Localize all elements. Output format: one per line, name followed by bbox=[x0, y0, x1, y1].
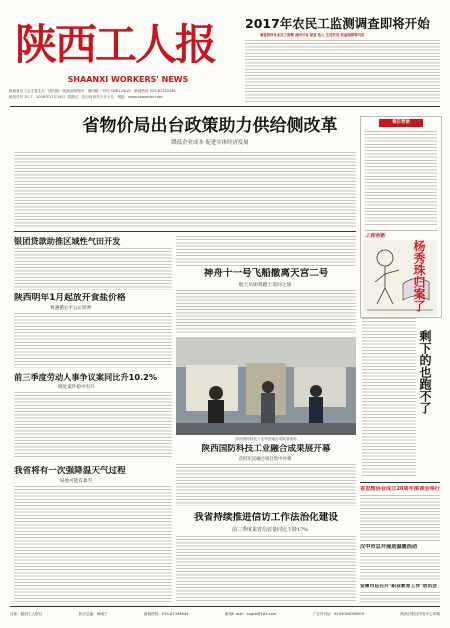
story-title-6: 我省将有一次强降温天气过程 bbox=[14, 466, 126, 476]
publisher: 陕西省总工会主管主办 bbox=[9, 89, 45, 93]
lead-divider bbox=[14, 231, 356, 232]
story-title-1: 银团贷款助推区域性气田开发 bbox=[14, 236, 121, 246]
postal-code: 邮发代号 51-7 bbox=[9, 95, 33, 99]
nav-box-divider bbox=[365, 230, 437, 231]
story-title-3: 陕西明年1月起放开食盐价格 bbox=[14, 293, 126, 303]
footer-hotline: 新闻热线：029-87344844 bbox=[144, 612, 189, 616]
story-title-7: 我省持续推进信访工作法治化建设 bbox=[194, 512, 338, 523]
story-body-3 bbox=[14, 313, 172, 368]
nav-box-title: 每日导读 bbox=[379, 119, 423, 127]
lead-subtitle: 降低企业成本 促进实体经济发展 bbox=[171, 140, 249, 146]
story-title-2: 神舟十一号飞船撤离天宫二号 bbox=[203, 268, 329, 279]
story-body-7 bbox=[176, 536, 356, 603]
lead-body bbox=[14, 152, 356, 228]
vertical-headline-2: 剩下的也跑不了 bbox=[418, 330, 432, 414]
story-body-6 bbox=[14, 486, 172, 603]
story-body-1 bbox=[14, 248, 172, 290]
story-body-5 bbox=[176, 464, 356, 506]
footer-editor: 执行总编：杨晓宁 bbox=[78, 612, 108, 616]
footer-rule bbox=[10, 606, 440, 607]
footer-printer: 陕西日报社印务中心印刷 bbox=[400, 612, 440, 616]
story-subtitle-3: 将遵循公平公正原则 bbox=[50, 306, 92, 311]
story-subtitle-4: 调处案件稳中有升 bbox=[58, 385, 95, 390]
right-divider bbox=[360, 482, 440, 483]
story-title-10: 安康市总召开"职业教育工作"动员会 bbox=[360, 584, 437, 589]
column-right-body bbox=[362, 318, 416, 478]
masthead-info-row bbox=[9, 89, 231, 94]
footer-address: 社址：陕西工人报社 bbox=[10, 612, 43, 616]
masthead-hotline: 新闻热线 029-87325281 bbox=[134, 89, 177, 93]
masthead-date-row bbox=[9, 95, 231, 100]
photo-illustration bbox=[176, 337, 356, 435]
story-body-4 bbox=[14, 392, 172, 458]
issue-date: 2016年11月18日 bbox=[36, 95, 66, 99]
masthead-english: SHAANXI WORKERS' NEWS bbox=[67, 75, 189, 84]
website-link[interactable]: 网址：www.sxworker.com bbox=[117, 95, 163, 99]
masthead-divider bbox=[10, 106, 440, 107]
center-body-a bbox=[176, 236, 356, 266]
vertical-headline-1: 杨秀珠归案了 bbox=[412, 240, 426, 312]
footer-email-link[interactable]: 新闻E-mail：sxgrb@163.com bbox=[224, 612, 277, 616]
story-body-8 bbox=[360, 495, 440, 541]
top-story-subtitle: 调查将涉及农民工规模 流向分布 就业 收入 生活状况 权益保障等内容 bbox=[260, 33, 365, 37]
story-body-2 bbox=[176, 290, 356, 334]
cn-number: 国内统一刊号 CN61-0010 bbox=[87, 89, 131, 93]
news-photo bbox=[176, 337, 356, 435]
serial-number: 国内统一连续出版物号 bbox=[48, 89, 85, 93]
top-story-body bbox=[245, 40, 440, 102]
photo-caption: 陕西国防科技工业军民融合成果展现场 bbox=[235, 437, 297, 441]
story-body-9 bbox=[360, 553, 440, 581]
masthead-logo: 陕西工人报 bbox=[15, 20, 216, 69]
weekday: 星期五 bbox=[67, 95, 79, 99]
story-subtitle-2: 航天员即将踏上返回之旅 bbox=[238, 283, 292, 288]
masthead bbox=[9, 17, 231, 105]
story-subtitle-5: 首批军民融合项目集中亮相 bbox=[238, 457, 292, 462]
cartoon-caption: 工程创新 bbox=[365, 233, 386, 239]
story-title-8: 省思想协会成立20周年座谈会举行 bbox=[360, 486, 440, 492]
footer-ad-license: 广告许可证：6100004000003 bbox=[312, 612, 364, 616]
story-subtitle-7: 前三季度来省信访量同比下降17% bbox=[231, 527, 309, 533]
nav-box-list bbox=[365, 131, 437, 227]
lead-title: 省物价局出台政策助力供给侧改革 bbox=[82, 116, 338, 136]
story-title-4: 前三季度劳动人事争议案同比升10.2% bbox=[14, 372, 158, 382]
lunar-date: 农历丙申年十月十九 bbox=[81, 95, 115, 99]
story-subtitle-6: 局地可能有暴雪 bbox=[60, 479, 93, 484]
top-story-title: 2017年农民工监测调查即将开始 bbox=[245, 16, 430, 31]
story-title-9: 汉中市总开展送温暖活动 bbox=[360, 544, 418, 550]
story-title-5: 陕西国防科技工业融合成果展开幕 bbox=[201, 444, 331, 454]
story-body-10 bbox=[360, 592, 440, 603]
footer bbox=[10, 608, 440, 620]
